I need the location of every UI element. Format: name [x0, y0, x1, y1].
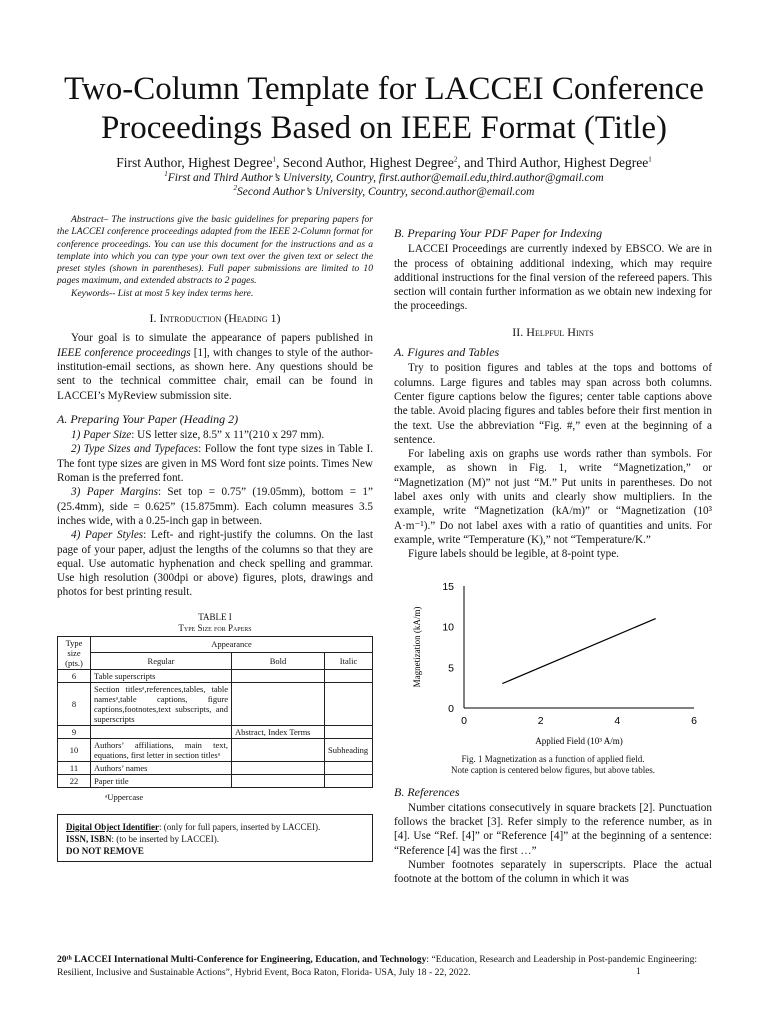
table-row: [58, 725, 373, 738]
table-cell: 9: [58, 725, 91, 738]
figure-1: [394, 568, 712, 754]
table-header-appearance: Appearance: [91, 636, 373, 653]
series-line: [502, 618, 655, 683]
intro-paragraph: [57, 331, 373, 402]
table-cell: [325, 774, 373, 787]
table-row: [58, 682, 373, 725]
table-cell: [325, 669, 373, 682]
references-paragraph-2: Number footnotes separately in superscripts. Place the actual footnote at the bottom of the column in which it was: [394, 859, 712, 886]
y-tick-label: 5: [448, 661, 454, 674]
keywords: Keywords-- List at most 5 key index terms here.: [71, 287, 254, 299]
right-column: [394, 214, 712, 887]
author-3: , and Third Author, Highest Degree: [457, 155, 649, 170]
paper-size-paragraph: [57, 428, 373, 442]
issn-label: ISSN, ISBN: [66, 834, 112, 845]
table-cell: [325, 682, 373, 725]
table-cell: [232, 682, 325, 725]
table-header-regular: Regular: [91, 653, 232, 670]
table-caption: [57, 612, 373, 634]
affiliation-1: [40, 171, 728, 185]
table-row: [58, 761, 373, 774]
x-axis-label: Applied Field (10³ A/m): [535, 735, 623, 746]
issn-line: [66, 833, 364, 845]
table-row: [58, 738, 373, 761]
x-tick-label: 6: [691, 714, 697, 727]
table-cell: Authors’ affiliations, main text, equations, first letter in section titlesᵃ: [91, 738, 232, 761]
subheading-b-indexing: B. Preparing Your PDF Paper for Indexing: [394, 226, 603, 240]
y-tick-label: 15: [442, 580, 454, 593]
type-sizes-text: : Follow the font type sizes in Table I. The font type sizes are given in MS Word font size points. Times New Roman is the preferred font.: [57, 443, 373, 485]
references-paragraph-1: Number citations consecutively in square brackets [2]. Punctuation follows the bracket [3]. Refer simply to the reference number, as in [4]. Use “Ref. [4]” or “Reference [4]” at the beginning of a sentence: “Reference [4] was the first …”: [394, 801, 712, 857]
subheading-a: A. Preparing Your Paper (Heading 2): [57, 411, 239, 426]
intro-text-b: [1], with changes to style of the author-institution-email sections, as shown here. Any questions should be sent to the technical committee chair, email can be found in LACCEI’s MyReview submission site.: [57, 346, 373, 402]
paper-title: [40, 70, 728, 148]
table-row: [58, 774, 373, 787]
table-cell: [232, 669, 325, 682]
paper-size-label: 1) Paper Size: [71, 429, 132, 442]
do-not-remove-text: DO NOT REMOVE: [66, 846, 144, 857]
page-footer: [57, 953, 712, 979]
styles-paragraph: [57, 528, 373, 599]
issn-text: : (to be inserted by LACCEI).: [111, 834, 220, 845]
affiliation-2: [40, 185, 728, 199]
table-title: Type Size for Papers: [178, 622, 252, 633]
styles-text: : Left- and right-justify the columns. On the last page of your paper, adjust the lengths of the columns so that they are equal. Use automatic hyphenation and check spelling and grammar. Use high resolution (300dpi or above) figures, plots, drawings and photos for best printing result.: [57, 529, 373, 599]
figure-caption: [394, 754, 712, 776]
y-tick-label: 0: [448, 702, 454, 715]
intro-text-italic: IEEE conference proceedings: [57, 346, 191, 359]
x-tick-label: 0: [461, 714, 467, 727]
footer-conference-name: 20ᵗʰ LACCEI International Multi-Conference for Engineering, Education, and Technology: [57, 954, 427, 965]
magnetization-chart: [394, 568, 712, 754]
table-cell: [232, 774, 325, 787]
styles-label: 4) Paper Styles: [71, 529, 144, 542]
footer-conference-text: : “Education, Research and Leadership in Post-pandemic Engineering: Resilient, Inclusive and Sustainable Actions”, Hybrid Event, Boca Raton, Florida- USA, July 18 - 22, 2022.: [57, 954, 698, 978]
table-cell: [325, 761, 373, 774]
abstract: Abstract– The instructions give the basic guidelines for preparing papers for the LACCEI conference proceedings adapted from the IEEE 2-Column format for conference proceedings. You can use this document for the instructions and as a template into which you can type your own text over the given text or select the preset styles (shown in parentheses). Full paper submissions are limited to 10 pages maximum, and extended abstracts to 2 pages.: [57, 214, 373, 287]
author-names: [40, 154, 728, 171]
author-3-sup: 1: [648, 155, 652, 164]
figure-caption-line-2: Note caption is centered below figures, but above tables.: [451, 764, 655, 775]
table-cell: [232, 738, 325, 761]
figures-paragraph-3: Figure labels should be legible, at 8-point type.: [408, 548, 619, 561]
author-2-sup: 2: [453, 155, 458, 164]
author-2: , Second Author, Highest Degree: [275, 155, 454, 170]
figures-paragraph-2: For labeling axis on graphs use words rather than symbols. For example, as shown in Fig. 1, write “Magnetization,” or “Magnetization (M)” not just “M.” Put units in parentheses. Do not label axes only with units and clearly show multipliers. In the example, write “Magnetization (kA/m)” or “Magnetization (10³ A·m⁻¹).” Do not label axes with a ratio of quantities and units. For example, write “Temperature (K),” not “Temperature/K.”: [394, 448, 712, 546]
title-line-1: Two-Column Template for LACCEI Conference: [64, 71, 704, 107]
author-1-sup: 1: [272, 155, 276, 164]
intro-heading: I. Introduction (Heading 1): [149, 311, 281, 326]
table-header-type: Type size (pts.): [58, 636, 91, 669]
table-label: TABLE I: [198, 611, 232, 622]
table-cell: [91, 725, 232, 738]
subheading-figures: A. Figures and Tables: [394, 345, 500, 360]
figure-caption-line-1: Fig. 1 Magnetization as a function of applied field.: [461, 753, 645, 764]
doi-text: : (only for full papers, inserted by LACCEI).: [158, 822, 321, 833]
x-tick-label: 4: [614, 714, 621, 727]
table-cell: Table superscripts: [91, 669, 232, 682]
subheading-references: B. References: [394, 784, 460, 799]
left-column: [57, 214, 373, 862]
table-cell: Subheading: [325, 738, 373, 761]
title-line-2: Proceedings Based on IEEE Format (Title): [100, 110, 668, 146]
paper-size-text: : US letter size, 8.5” x 11”(210 x 297 mm).: [131, 429, 325, 442]
table-cell: Abstract, Index Terms: [232, 725, 325, 738]
affiliation-1-text: First and Third Author’s University, Country, first.author@email.edu,third.author@gmail.com: [167, 172, 604, 184]
table-cell: Paper title: [91, 774, 232, 787]
table-cell: 10: [58, 738, 91, 761]
table-row: [58, 669, 373, 682]
affiliation-2-text: Second Author’s University, Country, second.author@email.com: [237, 186, 535, 198]
author-block: [40, 154, 728, 199]
type-size-table: [57, 636, 373, 788]
y-axis-label: Magnetization (kA/m): [412, 606, 422, 687]
table-header-bold: Bold: [232, 653, 325, 670]
author-1: First Author, Highest Degree: [116, 155, 273, 170]
helpful-hints-heading: II. Helpful Hints: [512, 324, 594, 339]
table-cell: 6: [58, 669, 91, 682]
table-cell: Authors’ names: [91, 761, 232, 774]
do-not-remove: [66, 845, 364, 857]
intro-text-a: Your goal is to simulate the appearance of papers published in: [71, 332, 373, 345]
x-tick-label: 2: [537, 714, 544, 727]
doi-box: [57, 814, 373, 862]
affiliation-2-sup: 2: [233, 184, 238, 193]
doi-label: Digital Object Identifier: [66, 822, 159, 833]
table-header-italic: Italic: [325, 653, 373, 670]
doi-line: [66, 821, 364, 833]
table-cell: [325, 725, 373, 738]
table-cell: 11: [58, 761, 91, 774]
y-tick-label: 10: [442, 621, 454, 634]
table-cell: 22: [58, 774, 91, 787]
margins-label: 3) Paper Margins: [71, 486, 158, 499]
type-sizes-label: 2) Type Sizes and Typefaces: [71, 443, 199, 456]
affiliation-1-sup: 1: [164, 170, 168, 179]
margins-paragraph: [57, 485, 373, 528]
page-number: 1: [636, 966, 641, 977]
type-sizes-paragraph: [57, 442, 373, 485]
indexing-paragraph: LACCEI Proceedings are currently indexed by EBSCO. We are in the process of obtaining additional indexing, which may require additional instructions for the final version of the refereed papers. This section will contain further information as we obtain new indexing for the proceedings.: [394, 243, 712, 313]
margins-text: : Set top = 0.75” (19.05mm), bottom = 1” (25.4mm), side = 0.625” (15.875mm). Each column measures 3.5 inches wide, with a 0.25-inch gap in between.: [57, 486, 373, 527]
table-cell: Section titlesᵃ,references,tables, table namesᵃ,table captions, figure captions,footnotes,text subscripts, and superscripts: [91, 682, 232, 725]
table-cell: 8: [58, 682, 91, 725]
table-cell: [232, 761, 325, 774]
figures-paragraph-1: Try to position figures and tables at the tops and bottoms of columns. Large figures and tables may span across both columns. Center figure captions below the figures; center table captions above the table. Avoid placing figures and tables before their first mention in the text. Use the abbreviation “Fig. #,” even at the beginning of a sentence.: [394, 362, 712, 446]
table-footnote: ᵃUppercase: [105, 791, 144, 802]
